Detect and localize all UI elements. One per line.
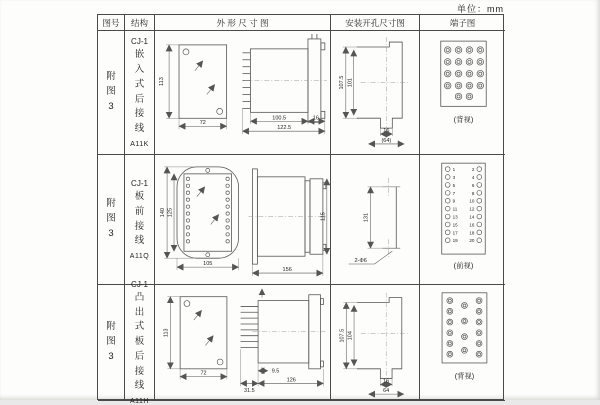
dim-label: (64) xyxy=(381,137,392,144)
terminal-number: 17 xyxy=(452,230,458,236)
terminal-number: 20 xyxy=(468,238,474,244)
dimension-table xyxy=(97,14,504,405)
dim-label: 9.5 xyxy=(271,368,280,375)
dim-label: 31.5 xyxy=(244,388,255,395)
terminal-number: 8 xyxy=(471,190,474,196)
figure-number: 附图3 xyxy=(106,198,116,239)
dim-label: 107.5 xyxy=(338,75,345,90)
row3-structure-cell xyxy=(125,279,155,405)
row2-outline-cell xyxy=(155,155,331,285)
terminal-number: 3 xyxy=(452,174,455,180)
terminal-number: 14 xyxy=(468,214,474,220)
row1-terminal-cell xyxy=(420,31,505,155)
row1-figure-cell xyxy=(98,31,125,155)
header-figure: 图号 xyxy=(98,15,125,31)
row3-outline-cell xyxy=(155,285,331,401)
terminal-number: 5 xyxy=(452,182,455,188)
dim-label: 16 xyxy=(312,115,319,122)
model-label: A11Q xyxy=(129,252,150,260)
header-terminal: 端子图 xyxy=(420,15,505,31)
terminal-number: 7 xyxy=(452,190,455,196)
terminal-number: 13 xyxy=(452,214,458,220)
row3-mounting-cell xyxy=(331,285,420,401)
view-label: (前视) xyxy=(453,260,473,270)
view-label: (背视) xyxy=(454,371,474,381)
dim-label: 125 xyxy=(167,207,174,218)
row2-mounting-cell xyxy=(331,155,420,285)
row2-structure-cell xyxy=(125,155,155,285)
outline-drawing-a11h xyxy=(155,285,330,400)
structure-label: 嵌入式后接线 xyxy=(134,49,145,134)
mounting-drawing-a11h xyxy=(331,285,419,400)
row2-terminal-cell xyxy=(420,155,505,285)
terminal-number: 15 xyxy=(452,222,458,228)
structure-label: 凸出式板后接线 xyxy=(134,291,145,392)
dim-label: 122.5 xyxy=(277,125,292,132)
terminal-number: 16 xyxy=(468,222,474,228)
mounting-drawing-a11q xyxy=(331,155,419,284)
terminal-number: 12 xyxy=(468,206,474,212)
row1-mounting-cell xyxy=(331,31,420,155)
header-mounting: 安装开孔尺寸图 xyxy=(331,15,420,31)
dim-label: 100.5 xyxy=(272,115,287,122)
dim-label: 16 xyxy=(383,128,390,135)
terminal-number: 9 xyxy=(452,198,455,204)
dim-label: 156 xyxy=(282,267,292,274)
terminal-number: 11 xyxy=(452,206,457,212)
dim-label: 113 xyxy=(163,328,170,338)
terminal-number: 6 xyxy=(471,182,474,188)
outline-drawing-a11q xyxy=(155,155,330,284)
row3-figure-cell xyxy=(98,285,125,401)
dim-label: 126 xyxy=(286,377,296,384)
header-outline: 外 形 尺 寸 图 xyxy=(155,15,331,31)
dim-label: 72 xyxy=(199,120,206,127)
header-structure: 结构 xyxy=(125,15,155,31)
dim-label: 101 xyxy=(347,78,354,88)
model-label: A11K xyxy=(130,140,149,148)
dim-label: 107.5 xyxy=(339,328,346,343)
mounting-drawing-a11k xyxy=(331,31,419,154)
dim-label: 64 xyxy=(383,388,390,395)
figure-number: 附图3 xyxy=(106,71,116,112)
dim-label: 140 xyxy=(160,207,167,218)
terminal-number: 1 xyxy=(452,167,455,173)
unit-label: 单位：mm xyxy=(457,4,504,14)
row1-structure-cell xyxy=(125,31,155,155)
series-label: CJ-1 xyxy=(131,37,148,47)
dim-label: 131 xyxy=(363,212,370,223)
terminal-diagram-a11q xyxy=(421,155,505,284)
row1-outline-cell xyxy=(155,31,331,155)
terminal-number: 2 xyxy=(471,167,474,173)
terminal-number: 10 xyxy=(468,198,474,204)
terminal-diagram-a11h xyxy=(421,285,505,400)
structure-label: 板前接线 xyxy=(134,191,145,247)
dim-label: 105 xyxy=(203,261,213,268)
figure-number: 附图3 xyxy=(106,321,116,362)
terminal-number: 4 xyxy=(471,174,474,180)
dim-label: 113 xyxy=(159,77,166,87)
dim-label: 72 xyxy=(200,370,207,377)
view-label: (背视) xyxy=(453,115,473,125)
dim-label: 115 xyxy=(320,212,327,221)
row2-figure-cell xyxy=(98,155,125,285)
outline-drawing-a11k xyxy=(155,31,330,154)
series-label: CJ-1 xyxy=(131,279,148,289)
terminal-number: 19 xyxy=(452,238,458,244)
dim-label: 16 xyxy=(383,378,390,385)
terminal-diagram-a11k xyxy=(421,31,505,154)
model-label: A11H xyxy=(130,398,149,405)
dim-label: 104 xyxy=(347,331,354,341)
series-label: CJ-1 xyxy=(131,179,148,189)
row3-terminal-cell xyxy=(420,285,505,401)
terminal-number: 18 xyxy=(468,230,474,236)
dim-label: 2-Φ6 xyxy=(354,258,367,265)
